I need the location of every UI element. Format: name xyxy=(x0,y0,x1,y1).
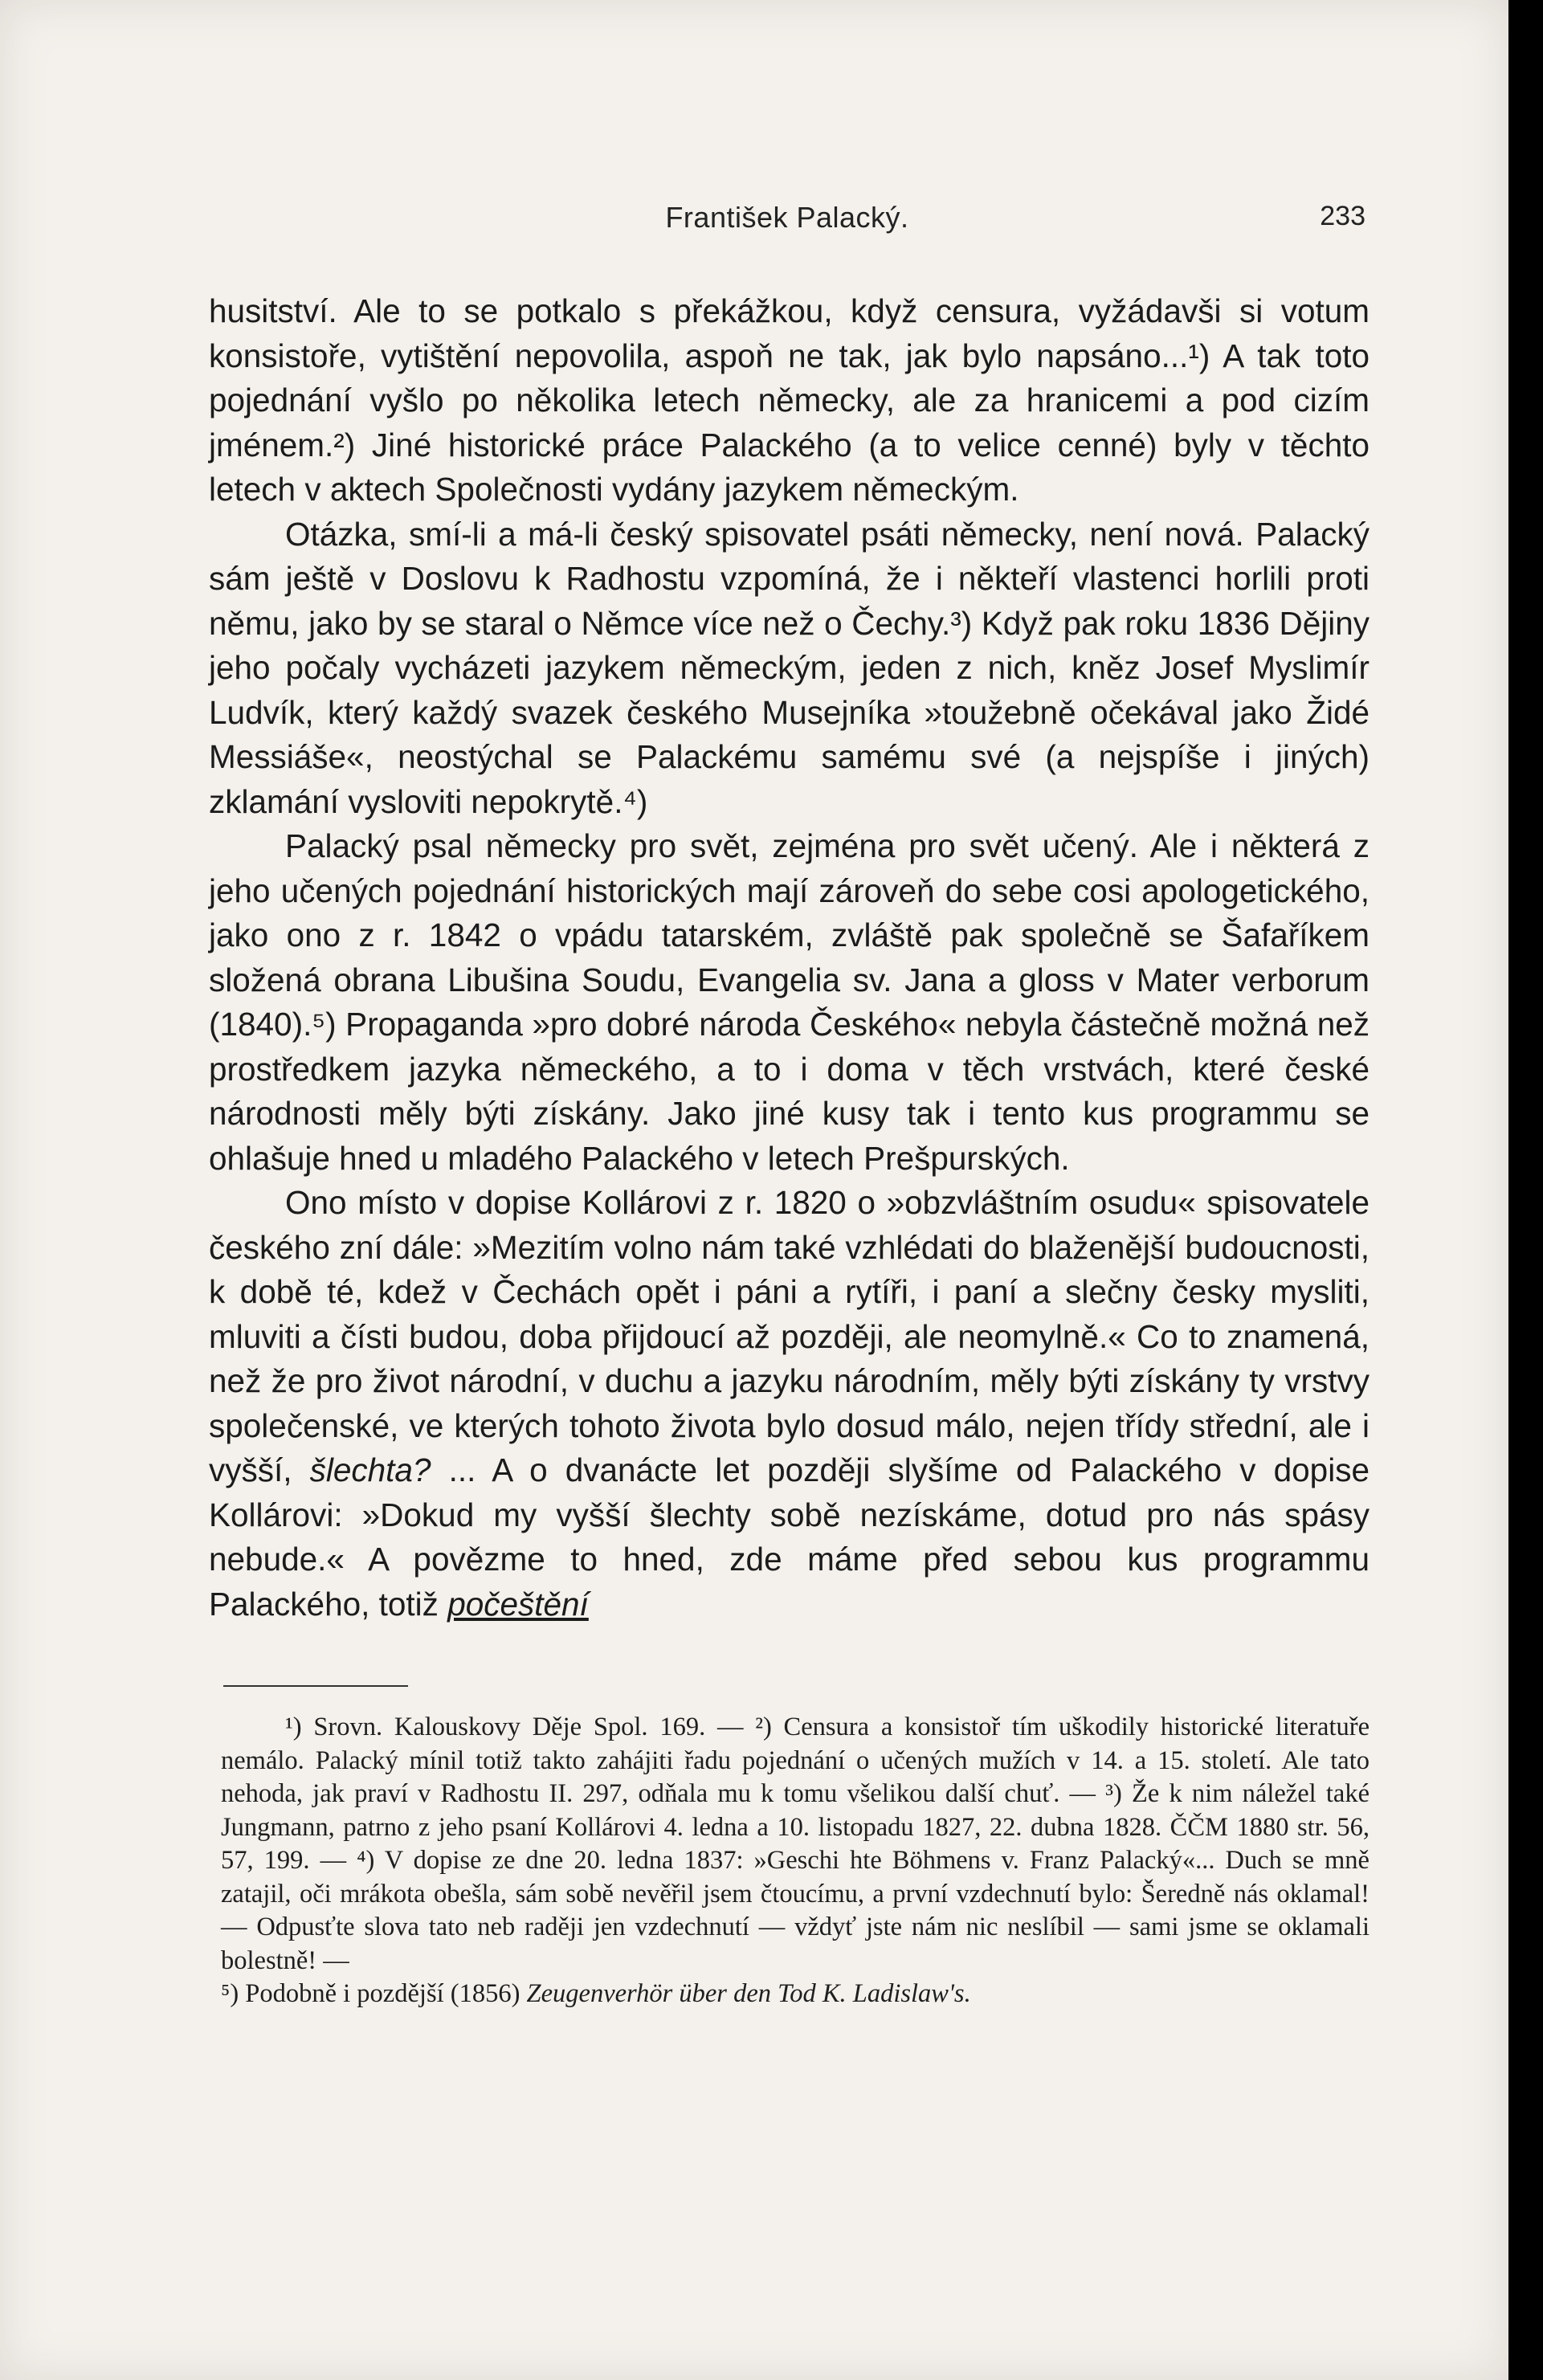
body-text xyxy=(209,289,1370,1627)
paragraph-2: Otázka, smí-li a má-li český spisovatel psáti německy, není nová. Palacký sám ještě v Doslovu k Radhostu vzpomíná, že i někteří vlastenci horlili proti němu, jako by se staral o Němce více než o Čechy.³) Když pak roku 1836 Dějiny jeho počaly vycházeti jazykem německým, jeden z nich, kněz Josef Myslimír Ludvík, který každý svazek českého Musejníka »toužebně očekával jako Židé Messiáše«, neostýchal se Palackému samému své (a nejspíše i jiných) zklamání vysloviti nepokrytě.⁴) xyxy=(209,515,1370,820)
footnote-rule xyxy=(223,1685,408,1687)
paragraph-3: Palacký psal německy pro svět, zejména pro svět učený. Ale i některá z jeho učených pojednání historických mají zároveň do sebe cosi apologetického, jako ono z r. 1842 o vpádu tatarském, zvláště pak společně se Šafaříkem složená obrana Libušina Soudu, Evangelia sv. Jana a gloss v Mater verborum (1840).⁵) Propaganda »pro dobré národa Českého« nebyla částečně možná než prostředkem jazyka německého, a to i doma v těch vrstvách, které české národnosti měly býti získány. Jako jiné kusy tak i tento kus programmu se ohlašuje hned u mladého Palackého v letech Prešpurských. xyxy=(209,827,1370,1177)
paragraph-4-text: Ono místo v dopise Kollárovi z r. 1820 o »obzvláštním osudu« spisovatele českého zní dále: »Mezitím volno nám také vzhlédati do blaženější budoucnosti, k době té, kdež v Čechách opět i páni a rytíři, i paní a slečny česky mysliti, mluviti a čísti budou, doba přijdoucí až později, ale neomylně.« Co to znamená, než že pro život národní, v duchu a jazyku národním, měly býti získány ty vrstvy společenské, ve kterých tohoto života bylo dosud málo, nejen třídy střední, ale i vyšší, xyxy=(209,1184,1370,1488)
page-number: 233 xyxy=(1320,201,1365,231)
paragraph-4-continued: ... A o dvanácte let později slyšíme od Palackého v dopise Kollárovi: »Dokud my vyšší šlechty sobě nezískáme, dotud pro nás spásy nebude.« A povězme to hned, zde máme před sebou kus programmu Palackého, totiž xyxy=(209,1451,1370,1623)
footnotes-block: ¹) Srovn. Kalouskovy Děje Spol. 169. — ²) Censura a konsistoř tím uškodily historické literatuře nemálo. Palacký mínil totiž takto zahájiti řadu pojednání o učených mužích v 14. a 15. století. Ale tato nehoda, jak praví v Radhostu II. 297, odňala mu k tomu všelikou další chuť. — ³) Že k nim náležel také Jungmann, patrno z jeho psaní Kollárovi 4. ledna a 10. listopadu 1827, 22. dubna 1828. ČČM 1880 str. 56, 57, 199. — ⁴) V dopise ze dne 20. ledna 1837: »Geschi hte Böhmens v. Franz Palacký«... Duch se mně zatajil, oči mrákota obešla, sám sobě nevěřil jsem čtoucímu, a první vzdechnutí bylo: Šeredně nás oklamal! — Odpusťte slova tato neb raději jen vzdechnutí — vždyť jste nám nic neslíbil — sami jsme se oklamali bolestně! — xyxy=(221,1713,1370,1975)
footnote-5 xyxy=(221,1978,1370,2011)
page-header xyxy=(209,201,1365,249)
italic-word-slechta: šlechta? xyxy=(309,1451,431,1488)
paragraph-4 xyxy=(209,1181,1370,1627)
footnote-5-text: ⁵) Podobně i pozdější (1856) xyxy=(221,1979,520,2008)
running-head: František Palacký. xyxy=(665,201,909,234)
footnote-5-title: Zeugenverhör über den Tod K. Ladislaw's. xyxy=(526,1979,971,2008)
paragraph-1: husitství. Ale to se potkalo s překážkou, když censura, vyžádavši si votum konsistoře, vytištění nepovolila, aspoň ne tak, jak bylo napsáno...¹) A tak toto pojednání vyšlo po několika letech německy, ale za hranicemi a pod cizím jménem.²) Jiné historické práce Palackého (a to velice cenné) byly v těchto letech v aktech Společnosti vydány jazykem německým. xyxy=(209,292,1370,508)
italic-word-poczestteni: počeštění xyxy=(447,1585,589,1623)
footnotes xyxy=(221,1711,1370,2011)
